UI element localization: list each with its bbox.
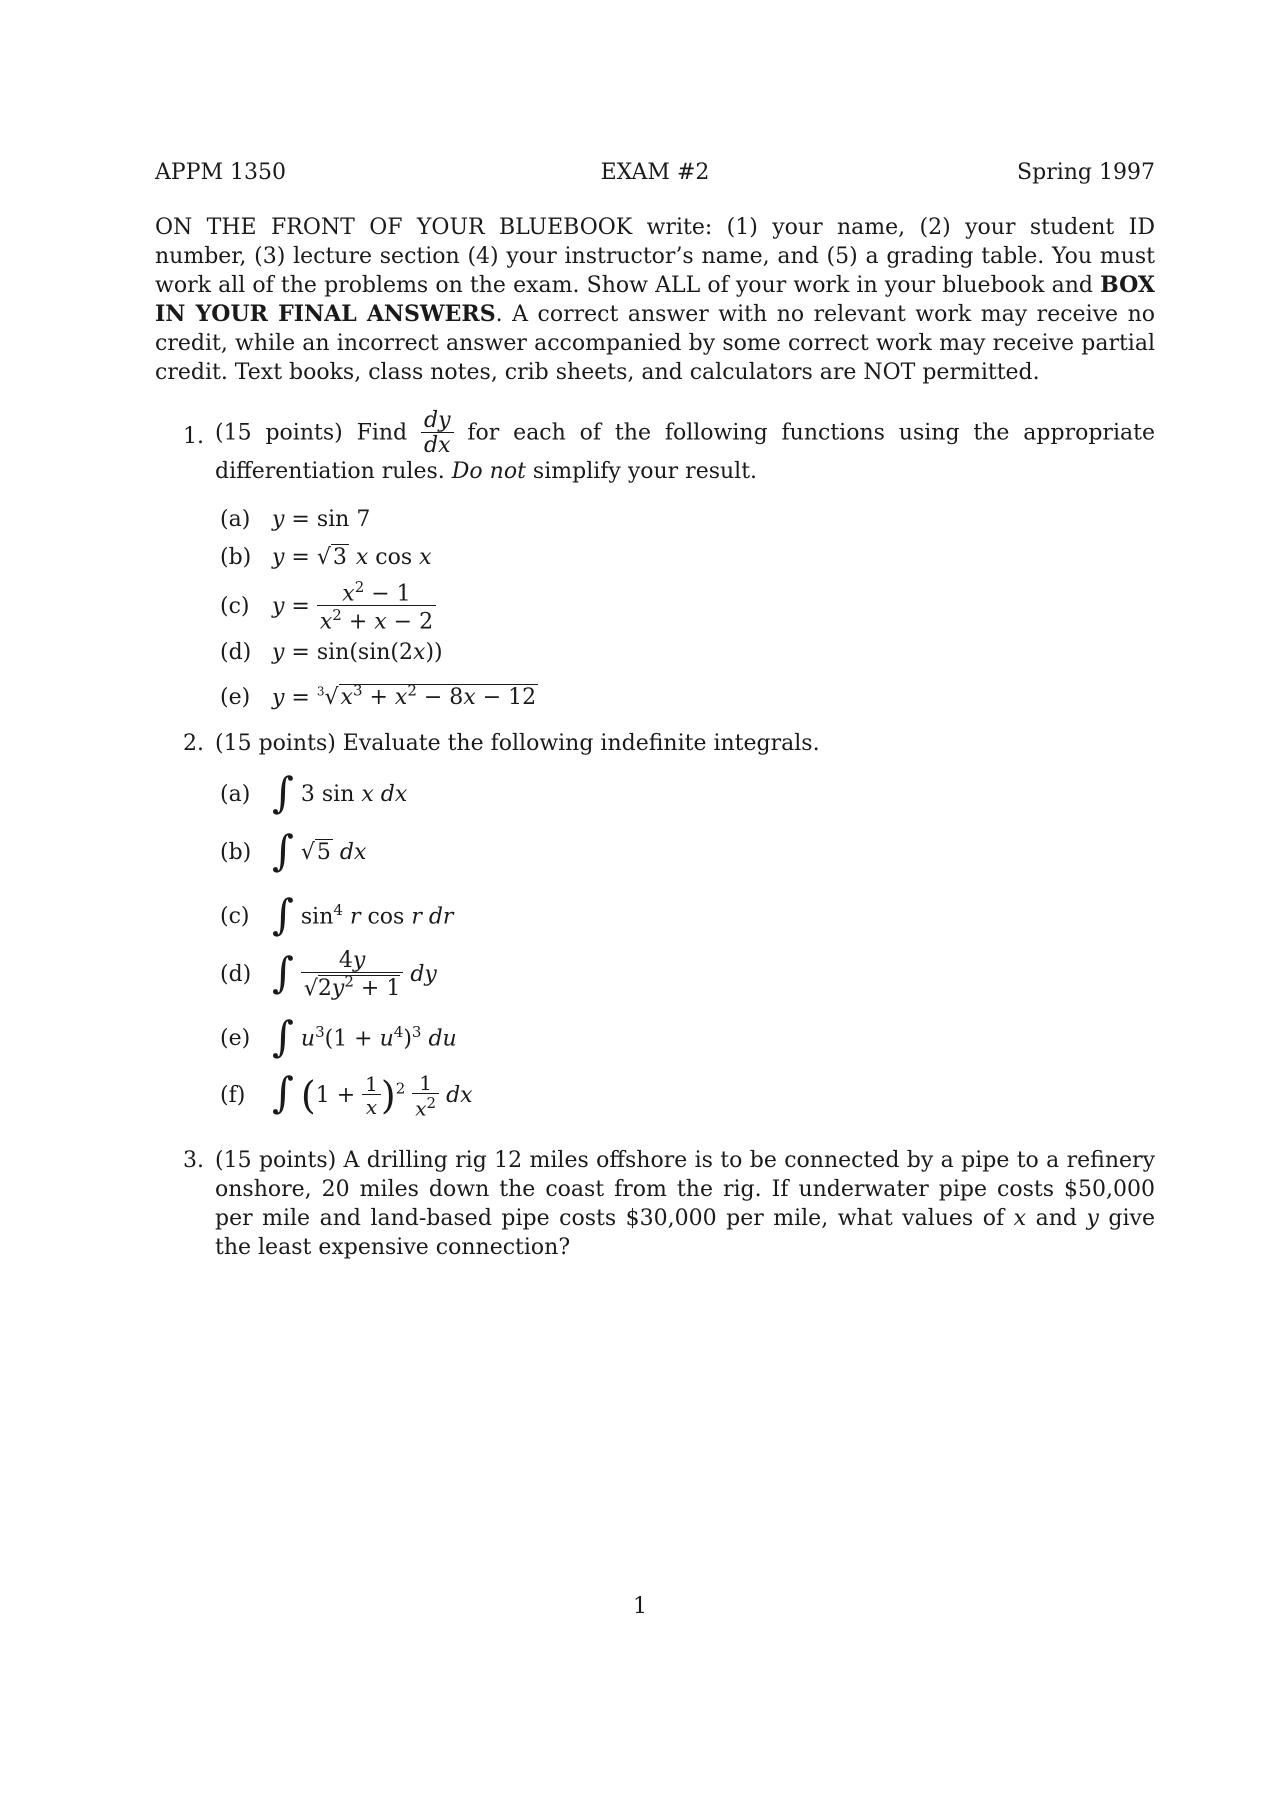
question-1-text bbox=[215, 410, 1155, 486]
question-1-number: 1. bbox=[183, 424, 204, 449]
q2-part-e: (e) ∫ $u^3(1 + u^4)^3$ du bbox=[220, 1011, 457, 1061]
part-label: (e) bbox=[220, 685, 251, 711]
part-label: (a) bbox=[220, 782, 251, 807]
instructions-bold: BOX IN YOUR FINAL ANSWERS bbox=[155, 272, 1155, 327]
integral-sign: ∫ bbox=[272, 889, 294, 939]
integral-sign: ∫ bbox=[272, 825, 294, 875]
page-number: 1 bbox=[633, 1594, 647, 1619]
q1-part-a: (a) y = sin 7 bbox=[220, 507, 371, 532]
instructions-paragraph bbox=[155, 213, 1155, 387]
question-1-rest: for each of the following functions using the appropriate differentiation rules. bbox=[215, 420, 1155, 484]
question-2-text: (15 points) Evaluate the following indefinite integrals. bbox=[215, 731, 820, 756]
integral-sign: ∫ bbox=[272, 1011, 294, 1061]
q2-part-c: (c) ∫ $\sin^4 r$ cos r dr bbox=[220, 889, 454, 939]
dy-dx-fraction bbox=[421, 410, 454, 457]
q1-part-d: (d) y = sin(sin(2x)) bbox=[220, 640, 443, 665]
question-1-emphasis: Do not bbox=[451, 459, 526, 484]
question-3 bbox=[155, 1146, 1155, 1262]
exam-term: Spring 1997 bbox=[1017, 160, 1155, 185]
part-f-outer-fraction: $\frac{1}{x^2}$ bbox=[412, 1073, 439, 1119]
instructions-text-1: ON THE FRONT OF YOUR BLUEBOOK write: (1) your name, (2) your student ID number, (3) lecture section (4) your instructor’s name, and (5) a grading table. You must work all of the problems on the exam. Show ALL of your work in your bluebook and bbox=[155, 215, 1155, 298]
q1-part-c: (c) y = $\frac{x^2 - 1}{x^2 + x - 2}$ bbox=[220, 580, 436, 634]
q1-part-e: (e) $y = ^3√x^3 + x^2 - 8x - 12$ bbox=[220, 682, 537, 711]
part-c-fraction: $\frac{x^2 - 1}{x^2 + x - 2}$ bbox=[317, 580, 436, 634]
integral-sign: ∫ bbox=[272, 947, 294, 997]
question-2-number: 2. bbox=[183, 731, 204, 756]
question-3-text-b: give the least expensive connection? bbox=[215, 1206, 1155, 1260]
fraction-denominator: dx bbox=[421, 432, 454, 457]
variable-y: y bbox=[1086, 1206, 1099, 1231]
q1-part-b: (b) y = √3 x cos x bbox=[220, 545, 432, 570]
part-label: (f) bbox=[220, 1082, 246, 1108]
instructions-text-2: . A correct answer with no relevant work may receive no credit, while an incorrect answer accompanied by some correct work may receive partial credit. Text books, class notes, crib sheets, and calculators are NOT permitted. bbox=[155, 302, 1155, 385]
variable-x: x bbox=[1013, 1206, 1027, 1231]
q2-part-b: (b) ∫ √5 dx bbox=[220, 825, 367, 875]
part-label: (c) bbox=[220, 593, 250, 619]
conjunction: and bbox=[1035, 1206, 1077, 1231]
q2-part-a: (a) ∫ 3 sin x dx bbox=[220, 767, 408, 817]
question-3-text bbox=[215, 1146, 1155, 1262]
fraction-numerator: dy bbox=[424, 408, 451, 433]
exam-title: EXAM #2 bbox=[600, 160, 710, 185]
course-code: APPM 1350 bbox=[155, 160, 287, 185]
q2-part-d: (d) ∫ $\frac{4y}{√2y^2 + 1}$ dy bbox=[220, 947, 437, 1002]
part-label: (d) bbox=[220, 962, 252, 988]
part-label: (e) bbox=[220, 1026, 251, 1052]
question-3-text-a: (15 points) A drilling rig 12 miles offshore is to be connected by a pipe to a refinery onshore, 20 miles down the coast from the rig. If underwater pipe costs $50,000 per mile and land-based pipe costs $30,000 per mile, what values of bbox=[215, 1148, 1155, 1231]
part-label: (c) bbox=[220, 904, 250, 930]
question-1 bbox=[155, 410, 1155, 486]
part-d-fraction: $\frac{4y}{√2y^2 + 1}$ bbox=[301, 950, 403, 1000]
part-label: (a) bbox=[220, 507, 251, 532]
question-3-number: 3. bbox=[183, 1148, 204, 1173]
question-1-points: (15 points) Find bbox=[215, 420, 408, 446]
question-1-end: simplify your result. bbox=[532, 459, 758, 484]
part-label: (d) bbox=[220, 640, 252, 665]
integral-sign: ∫ bbox=[272, 1068, 294, 1118]
page-header bbox=[155, 158, 1155, 188]
q2-part-f: (f) ∫ (1 + $\frac{1}{x}$ )$^2$ $\frac{1}{x^2}$ dx bbox=[220, 1068, 473, 1121]
part-label: (b) bbox=[220, 840, 252, 865]
part-label: (b) bbox=[220, 545, 252, 570]
integral-sign: ∫ bbox=[272, 767, 294, 817]
question-2 bbox=[155, 729, 1155, 758]
part-f-inner-fraction: $\frac{1}{x}$ bbox=[362, 1074, 381, 1117]
